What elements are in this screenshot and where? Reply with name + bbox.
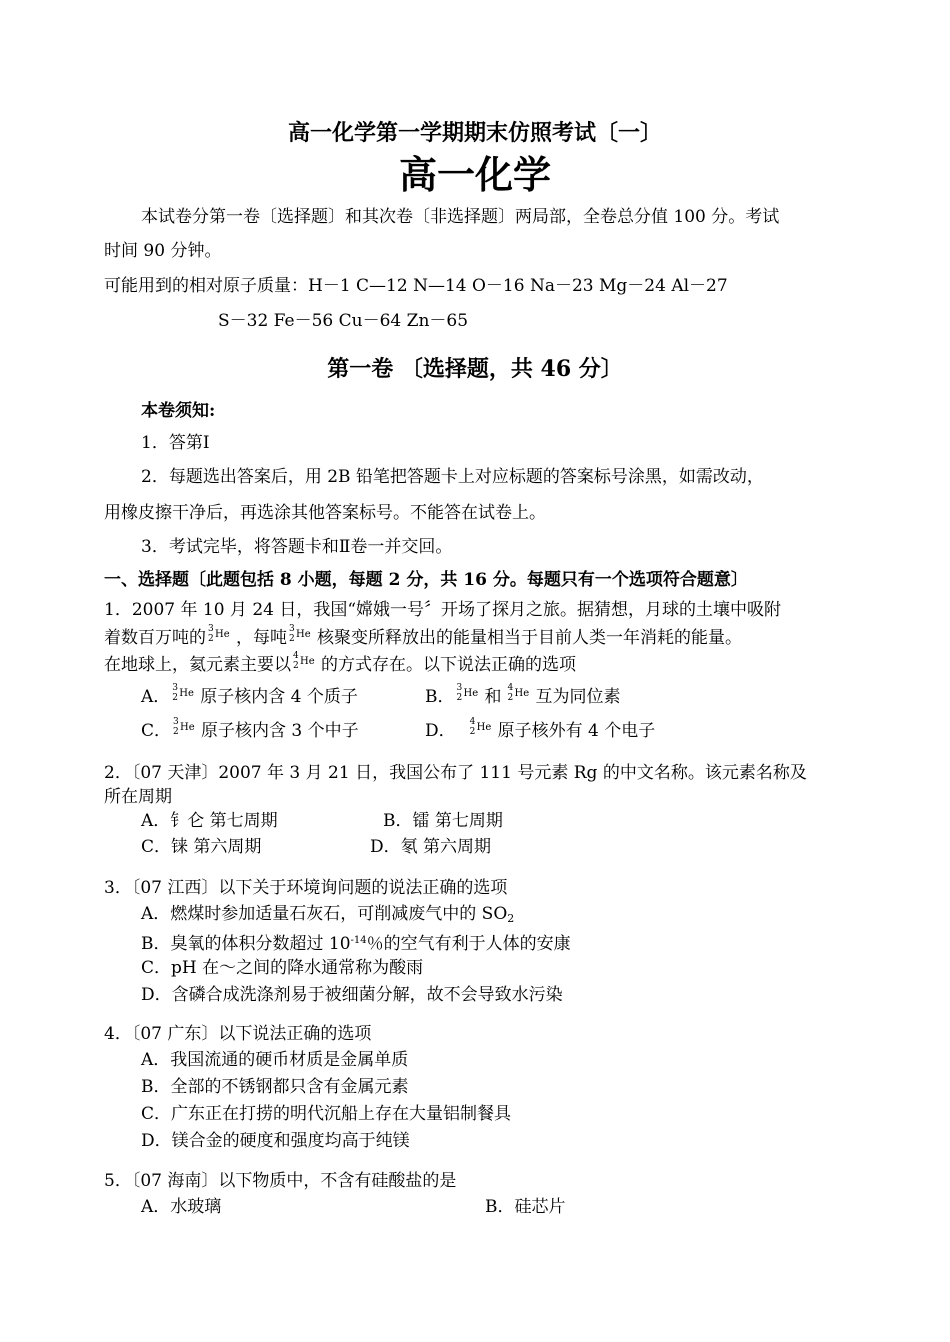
notice-item-2-cont: 用橡皮擦干净后，再选涂其他答案标号。不能答在试卷上。 [104, 503, 546, 523]
q1-option-c: C． 3 2 He 原子核内含 3 个中子 [141, 717, 359, 741]
intro-line-2: 时间 90 分钟。 [104, 241, 222, 261]
he3-isotope-symbol: 3 2 He [208, 624, 230, 644]
notice-item-3: 3．考试完毕，将答题卡和Ⅱ卷一并交回。 [141, 537, 453, 557]
q4-option-d: D．镁合金的硬度和强度均高于纯镁 [141, 1131, 410, 1151]
q2-option-d: D．氡 第六周期 [370, 837, 492, 857]
q1-text-e: 的方式存在。以下说法正确的选项 [321, 655, 576, 675]
q2-stem-line-1: 2．〔07 天津〕2007 年 3 月 21 日，我国公布了 111 号元素 Rg 的中文名称。该元素名称及 [104, 763, 807, 783]
q2-stem-line-2: 所在周期 [104, 787, 172, 807]
q2-option-a: A．钅仑 第七周期 [141, 811, 278, 831]
q1-text-c: 核聚变所释放出的能量相当于目前人类一年消耗的能量。 [317, 628, 742, 648]
q1-text-b: ，每吨 [236, 628, 287, 648]
exam-title: 高一化学第一学期期末仿照考试〔一〕 [287, 120, 662, 146]
part1-title: 第一卷 〔选择题，共 46 分〕 [327, 356, 623, 382]
he3-isotope-symbol: 3 2 He [289, 624, 311, 644]
he3-isotope-symbol: 3 2 He [172, 683, 194, 703]
q3-option-d: D．含磷合成洗涤剂易于被细菌分解，故不会导致水污染 [141, 985, 563, 1005]
q1-option-d: D． 4 2 He 原子核外有 4 个电子 [425, 717, 656, 741]
q4-option-c: C．广东正在打捞的明代沉船上存在大量铝制餐具 [141, 1104, 512, 1124]
intro-line-1: 本试卷分第一卷〔选择题〕和其次卷〔非选择题〕两局部，全卷总分值 100 分。考试 [141, 207, 780, 227]
atomic-masses-line-2: S－32 Fe－56 Cu－64 Zn－65 [218, 311, 469, 331]
q4-stem: 4．〔07 广东〕以下说法正确的选项 [104, 1024, 372, 1044]
q5-stem: 5．〔07 海南〕以下物质中，不含有硅酸盐的是 [104, 1171, 457, 1191]
section-heading: 一、选择题〔此题包括 8 小题，每题 2 分，共 16 分。每题只有一个选项符合题意〕 [104, 570, 748, 590]
q2-option-b: B．镭 第七周期 [383, 811, 503, 831]
q3-option-c: C．pH 在～之间的降水通常称为酸雨 [141, 958, 424, 978]
q1-text-a: 着数百万吨的 [104, 628, 206, 648]
q5-option-a: A．水玻璃 [141, 1197, 222, 1217]
he3-isotope-symbol: 3 2 He [173, 717, 195, 737]
q3-option-b: B．臭氧的体积分数超过 $10^{-14}$％的空气有利于人体的安康 [141, 934, 571, 954]
notice-heading: 本卷须知: [141, 401, 216, 421]
q3-option-a: A．燃煤时参加适量石灰石，可削减废气中的 $SO_2$ [141, 904, 515, 925]
q1-option-a: A． 3 2 He 原子核内含 4 个质子 [141, 683, 358, 707]
q1-stem-line-2 [104, 624, 742, 649]
subject-title: 高一化学 [398, 152, 551, 197]
q1-text-d: 在地球上，氦元素主要以 [104, 655, 291, 675]
q1-option-b: B． 3 2 He 和 4 2 He 互为同位素 [425, 683, 621, 707]
he4-isotope-symbol: 4 2 He [507, 683, 530, 703]
he4-isotope-symbol: 4 2 He [293, 651, 315, 671]
q3-stem: 3．〔07 江西〕以下关于环境询问题的说法正确的选项 [104, 878, 508, 898]
q2-option-c: C．铼 第六周期 [141, 837, 262, 857]
atomic-masses-line-1: 可能用到的相对原子质量：H－1 C—12 N—14 O－16 Na－23 Mg－24 Al－27 [104, 276, 728, 296]
q1-stem-line-1: 1．2007 年 10 月 24 日，我国“嫦娥一号〞开场了探月之旅。据猜想，月球的土壤中吸附 [104, 600, 782, 620]
he4-isotope-symbol: 4 2 He [469, 717, 492, 737]
he3-isotope-symbol: 3 2 He [456, 683, 479, 703]
q1-stem-line-3 [104, 651, 576, 676]
q4-option-b: B．全部的不锈钢都只含有金属元素 [141, 1077, 409, 1097]
q4-option-a: A．我国流通的硬币材质是金属单质 [141, 1050, 409, 1070]
notice-item-2: 2．每题选出答案后，用 2B 铅笔把答题卡上对应标题的答案标号涂黑，如需改动， [141, 467, 764, 487]
q5-option-b: B．硅芯片 [485, 1197, 566, 1217]
notice-item-1: 1．答第Ⅰ [141, 433, 210, 453]
